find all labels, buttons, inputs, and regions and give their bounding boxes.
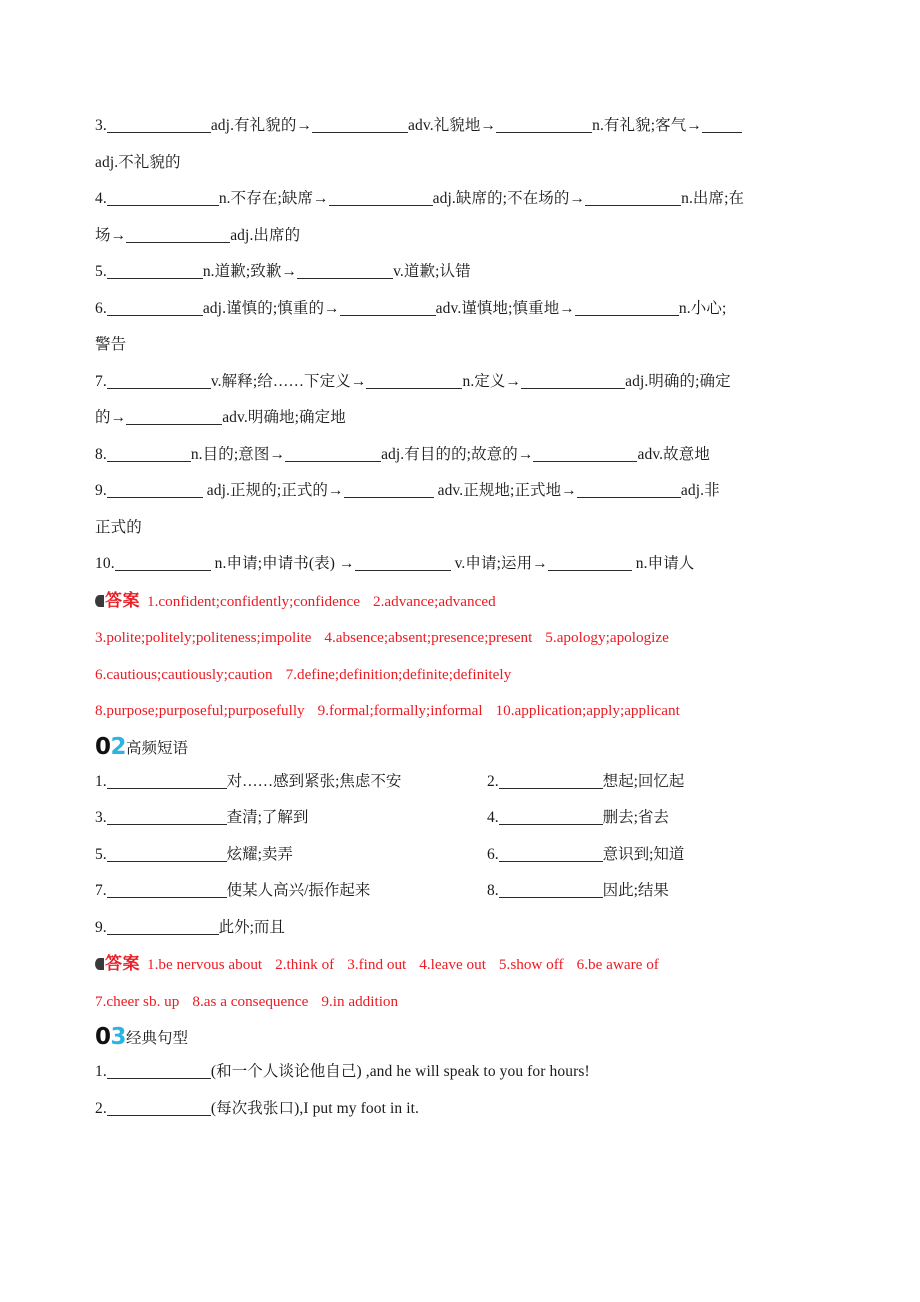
item-text: 使某人高兴/振作起来 [226, 882, 371, 899]
item-number: 7. [95, 882, 107, 899]
answer-blank[interactable] [312, 118, 408, 133]
answer-blank[interactable] [499, 847, 603, 862]
item-text: 炫耀;卖弄 [226, 845, 293, 863]
item-number: 1. [95, 772, 107, 790]
item-text: n.目的;意图→ [190, 445, 286, 463]
answer-item: 5.show off [498, 956, 564, 973]
answer-blank[interactable] [107, 847, 227, 862]
item-number: 5. [95, 845, 107, 863]
answer-bullet-icon [95, 595, 104, 607]
answer-item: 6.cautious;cautiously;caution [95, 665, 273, 683]
answer-blank[interactable] [499, 774, 603, 789]
item-number: 4. [95, 190, 107, 207]
phrase-cell [487, 873, 830, 910]
item-number: 8. [487, 882, 499, 899]
item-text: 此外;而且 [218, 918, 285, 936]
answer-item: 8.as a consequence [192, 992, 309, 1010]
phrase-cell [95, 837, 487, 874]
item-text: adv.礼貌地→ [408, 117, 497, 134]
answer-item: 9.formal;formally;informal [317, 702, 483, 719]
answer-blank[interactable] [285, 447, 381, 462]
answer-label: 答案 [105, 954, 140, 974]
answer-item: 5.apology;apologize [545, 629, 669, 646]
answer-blank[interactable] [521, 374, 625, 389]
phrase-cell [487, 800, 830, 837]
item-number: 6. [487, 845, 499, 863]
answer-blank[interactable] [107, 447, 191, 462]
answer-blank[interactable] [126, 228, 230, 243]
section-number-digit: 2 [110, 733, 127, 760]
phrase-cell [95, 764, 487, 801]
item-text-tail: adj.不礼貌的 [95, 153, 181, 171]
item-text-tail: 场→ [95, 226, 127, 244]
item-text: n.出席;在 [681, 190, 745, 207]
answer-blank[interactable] [107, 301, 203, 316]
answer-item: 9.in addition [321, 992, 399, 1010]
item-number: 7. [95, 372, 107, 390]
sentence-item-2 [95, 1091, 830, 1128]
answer-blank[interactable] [329, 191, 433, 206]
item-number: 6. [95, 299, 107, 317]
answer-blank[interactable] [107, 374, 211, 389]
answer-item: 4.leave out [419, 956, 486, 973]
answer-item: 8.purpose;purposeful;purposefully [95, 702, 305, 719]
answer-blank[interactable] [107, 1101, 211, 1116]
answer-heading [95, 946, 140, 984]
phrases-answer-block [95, 946, 830, 1020]
phrase-cell [487, 837, 830, 874]
item-number: 2. [95, 1099, 107, 1117]
answer-item: 2.think of [275, 956, 335, 973]
item-text: n.申请人 [631, 555, 695, 572]
item-text: adj.缺席的;不在场的→ [432, 190, 586, 207]
item-text-tail: 正式的 [95, 518, 142, 536]
item-text: adj.谨慎的;慎重的→ [202, 299, 340, 317]
answer-blank[interactable] [115, 556, 211, 571]
section-number [95, 734, 126, 760]
item-text: n.道歉;致歉→ [202, 263, 298, 280]
item-text: (和一个人谈论他自己) ,and he will speak to you for hours! [210, 1063, 590, 1080]
section-title: 高频短语 [126, 739, 189, 757]
answer-bullet-icon [95, 958, 104, 970]
item-text: n.申请;申请书(表) → [210, 555, 355, 572]
phrase-cell [95, 873, 487, 910]
word-formation-answer-block [95, 583, 830, 730]
item-text-tail: 的→ [95, 409, 127, 426]
item-text: adj.有礼貌的→ [210, 117, 313, 134]
item-number: 9. [95, 918, 107, 936]
section-title: 经典句型 [126, 1030, 189, 1047]
item-text: v.解释;给……下定义→ [210, 372, 367, 390]
answer-blank[interactable] [366, 374, 462, 389]
answer-blank[interactable] [107, 883, 227, 898]
item-text: v.道歉;认错 [393, 263, 471, 280]
answer-blank[interactable] [107, 264, 203, 279]
item-text: n.定义→ [462, 372, 522, 390]
answer-blank[interactable] [107, 920, 219, 935]
answer-blank[interactable] [577, 483, 681, 498]
item-text: adv.故意地 [637, 445, 710, 463]
word-formation-item-9 [95, 473, 830, 546]
answer-blank[interactable] [297, 264, 393, 279]
item-text: 想起;回忆起 [602, 772, 685, 790]
item-number: 8. [95, 445, 107, 463]
answer-blank[interactable] [533, 447, 637, 462]
word-formation-item-7 [95, 364, 830, 437]
answer-blank[interactable] [107, 774, 227, 789]
item-text: adj.明确的;确定 [625, 372, 731, 390]
answer-blank[interactable] [585, 191, 681, 206]
answer-blank[interactable] [107, 118, 211, 133]
answer-blank[interactable] [496, 118, 592, 133]
item-text: 意识到;知道 [602, 845, 685, 863]
item-text: adj.正规的;正式的→ [202, 482, 344, 499]
item-text: (每次我张口),I put my foot in it. [210, 1099, 419, 1117]
answer-blank[interactable] [107, 191, 219, 206]
answer-blank[interactable] [107, 483, 203, 498]
answer-item: 7.cheer sb. up [95, 992, 180, 1010]
item-number: 4. [487, 809, 499, 826]
answer-item: 4.absence;absent;presence;present [324, 629, 533, 646]
item-number: 2. [487, 772, 499, 790]
phrase-table [95, 764, 830, 947]
answer-label: 答案 [105, 590, 140, 611]
answer-item: 10.application;apply;applicant [495, 702, 680, 719]
answer-blank[interactable] [575, 301, 679, 316]
answer-blank[interactable] [499, 810, 603, 825]
section-heading-phrases [95, 732, 830, 764]
item-text: adv.正规地;正式地→ [433, 482, 577, 499]
answer-item: 1.be nervous about [147, 956, 263, 973]
section-number [95, 1024, 126, 1050]
phrase-cell [487, 764, 830, 801]
answer-item: 1.confident;confidently;confidence [147, 592, 360, 610]
section-number-zero: 0 [95, 733, 111, 760]
answer-item: 3.polite;politely;politeness;impolite [95, 629, 312, 646]
answer-item: 6.be aware of [576, 956, 659, 973]
item-number: 3. [95, 117, 107, 134]
phrase-cell-empty [487, 910, 830, 947]
item-text: v.申请;运用→ [450, 555, 548, 572]
item-text: n.不存在;缺席→ [218, 190, 329, 207]
item-text-tail2: adv.明确地;确定地 [222, 409, 346, 426]
item-text-tail2: adj.出席的 [230, 226, 301, 244]
word-formation-item-5 [95, 254, 830, 291]
answer-blank[interactable] [107, 810, 227, 825]
table-row [95, 837, 830, 874]
item-text: adj.有目的的;故意的→ [381, 445, 534, 463]
table-row [95, 873, 830, 910]
item-text: 删去;省去 [602, 809, 669, 826]
table-row [95, 910, 830, 947]
item-text: 对……感到紧张;焦虑不安 [226, 772, 402, 790]
answer-item: 2.advance;advanced [372, 592, 496, 610]
item-text: adv.谨慎地;慎重地→ [435, 299, 575, 317]
table-row [95, 800, 830, 837]
word-formation-item-3 [95, 108, 830, 181]
answer-blank[interactable] [355, 556, 451, 571]
word-formation-section [95, 108, 830, 730]
word-formation-item-10 [95, 546, 830, 583]
item-text: 因此;结果 [602, 882, 669, 899]
section-number-zero: 0 [95, 1024, 111, 1050]
item-number: 5. [95, 263, 107, 280]
item-text: n.有礼貌;客气→ [592, 117, 702, 134]
section-heading-sentences [95, 1022, 830, 1054]
section-number-digit: 3 [110, 1024, 127, 1050]
word-formation-item-4 [95, 181, 830, 254]
word-formation-item-6 [95, 291, 830, 364]
word-formation-item-8 [95, 437, 830, 474]
answer-blank[interactable] [107, 1064, 211, 1079]
table-row [95, 764, 830, 801]
answer-heading [95, 583, 140, 621]
item-text: n.小心; [678, 299, 727, 317]
answer-blank[interactable] [548, 556, 632, 571]
item-text: 查清;了解到 [226, 809, 309, 826]
item-text-tail: 警告 [95, 336, 127, 353]
answer-blank[interactable] [702, 118, 742, 133]
item-number: 10. [95, 555, 115, 572]
answer-blank[interactable] [344, 483, 434, 498]
item-number: 1. [95, 1063, 107, 1080]
phrase-cell [95, 910, 487, 947]
answer-blank[interactable] [126, 410, 222, 425]
answer-item: 3.find out [347, 956, 407, 973]
item-text: adj.非 [680, 482, 720, 499]
sentence-item-1 [95, 1054, 830, 1091]
answer-blank[interactable] [499, 883, 603, 898]
answer-blank[interactable] [340, 301, 436, 316]
item-number: 3. [95, 809, 107, 826]
answer-item: 7.define;definition;definite;definitely [285, 665, 512, 683]
item-number: 9. [95, 482, 107, 499]
phrase-cell [95, 800, 487, 837]
